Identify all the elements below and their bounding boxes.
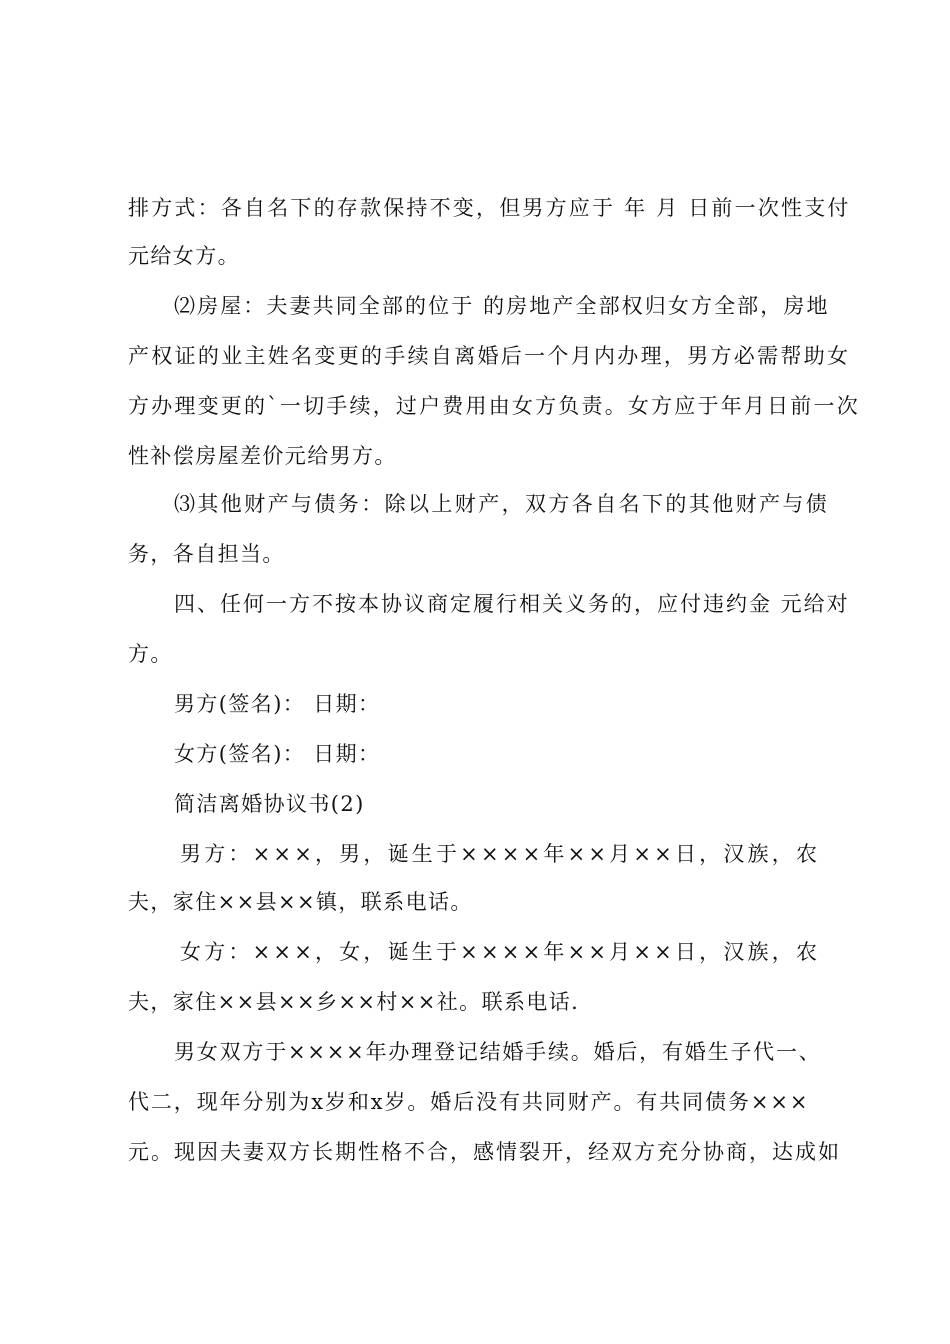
text-line: 元。现因夫妻双方长期性格不合，感情裂开，经双方充分协商，达成如 <box>128 1140 841 1164</box>
text-line: 四、任何一方不按本协议商定履行相关义务的，应付违约金 元给对 <box>174 592 850 616</box>
text-line: 男女双方于××××年办理登记结婚手续。婚后，有婚生子代一、 <box>174 1040 822 1064</box>
text-line: 产权证的业主姓名变更的手续自离婚后一个月内办理，男方必需帮助女 <box>128 344 851 368</box>
text-line: 方办理变更的`一切手续，过户费用由女方负责。女方应于年月日前一次 <box>128 394 860 418</box>
text-line: 男方：×××，男，诞生于××××年××月××日，汉族，农 <box>180 842 821 866</box>
text-line: 性补偿房屋差价元给男方。 <box>128 444 397 468</box>
signature-line-male: 男方(签名)： 日期： <box>174 692 381 716</box>
text-line: 方。 <box>128 642 173 666</box>
text-line: ⑵房屋：夫妻共同全部的位于 的房地产全部权归女方全部，房地 <box>174 294 830 318</box>
section-title: 简洁离婚协议书(2) <box>174 792 365 816</box>
signature-line-female: 女方(签名)： 日期： <box>174 742 381 766</box>
text-line: 元给女方。 <box>128 244 240 268</box>
text-line: 女方：×××，女，诞生于××××年××月××日，汉族，农 <box>180 940 821 964</box>
text-line: 代二，现年分别为x岁和x岁。婚后没有共同财产。有共同债务××× <box>128 1090 810 1114</box>
text-line: 夫，家住××县××乡××村××社。联系电话. <box>128 990 580 1014</box>
text-line: 务，各自担当。 <box>128 542 285 566</box>
text-line: 排方式：各自名下的存款保持不变，但男方应于 年 月 日前一次性支付 <box>128 196 851 220</box>
text-line: 夫，家住××县××镇，联系电话。 <box>128 890 473 914</box>
text-line: ⑶其他财产与债务：除以上财产，双方各自名下的其他财产与债 <box>174 492 830 516</box>
